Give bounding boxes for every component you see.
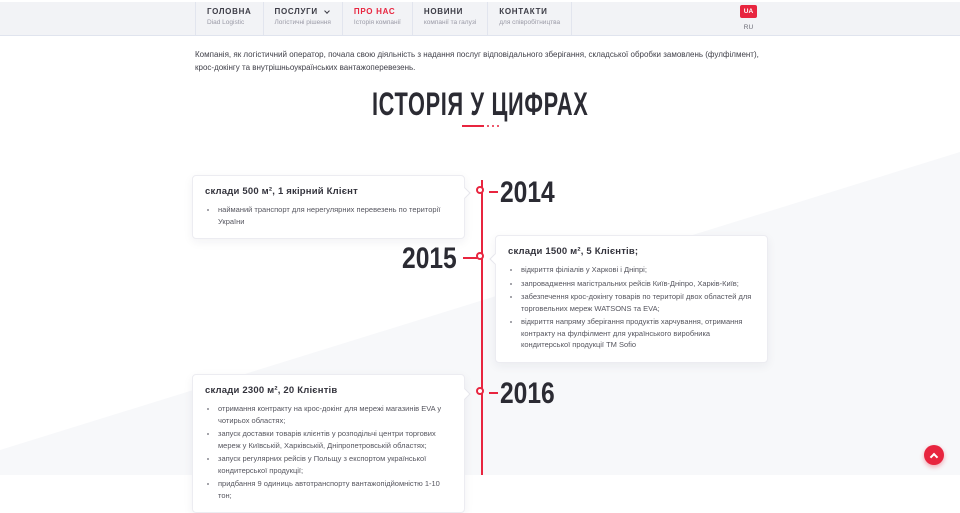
card-bullet-list (205, 403, 452, 501)
card-title: склади 2300 м², 20 Клієнтів (205, 385, 338, 396)
card-bullet: • найманий транспорт для нерегулярних перевезень по території України (218, 204, 452, 227)
card-bullet: • запуск регулярних рейсів у Польщу з експортом української кондитерської продукції; (218, 453, 452, 476)
timeline-card-2014 (192, 175, 465, 239)
card-pointer (489, 253, 500, 264)
card-bullet: • забезпечення крос-докінгу товарів по території двох областей для торговельних мереж WATSONS та EVA; (521, 291, 755, 314)
nav-item-label: ПРО НАС (353, 7, 396, 16)
chevron-up-icon (930, 452, 938, 460)
timeline-tick (489, 191, 498, 193)
nav-item-contacts[interactable] (487, 2, 572, 35)
nav-item-label: ГОЛОВНА (207, 7, 252, 16)
timeline-node (476, 186, 484, 194)
timeline-tick (463, 257, 477, 259)
card-bullet-list (508, 264, 755, 351)
nav-item-label: КОНТАКТИ (499, 7, 548, 16)
nav-item-news[interactable] (412, 2, 487, 35)
card-bullet: • придбання 9 одиниць автотранспорту вантажопідйомністю 1-10 тон; (218, 478, 452, 501)
section-title: ІСТОРІЯ У ЦИФРАХ (371, 86, 589, 122)
top-navigation-bar (0, 0, 960, 36)
nav-item-sublabel: для співробітництва (499, 19, 561, 26)
card-title: склади 1500 м², 5 Клієнтів; (508, 246, 639, 257)
nav-item-sublabel: Історія компанії (353, 19, 401, 26)
timeline-card-2015 (495, 235, 768, 363)
scroll-to-top-button[interactable] (924, 445, 944, 465)
timeline-node (476, 387, 484, 395)
language-option-ru[interactable]: RU (743, 24, 754, 31)
main-menu (195, 2, 572, 35)
nav-item-about[interactable] (342, 2, 412, 35)
card-bullet: • отримання контракту на крос-докінг для мережі магазинів EVA у чотирьох областях; (218, 403, 452, 426)
nav-item-sublabel: Diad Logistic (207, 19, 245, 26)
card-bullet: • відкриття напряму зберігання продуктів харчування, отримання контракту на фулфілмент для українського виробника кондитерської продукції TM Sofio (521, 316, 755, 351)
card-bullet-list (205, 204, 452, 227)
nav-item-label: ПОСЛУГИ (274, 7, 318, 16)
card-bullet: • запровадження магістральних рейсів Київ-Дніпро, Харків-Київ; (521, 278, 755, 290)
title-divider (0, 125, 960, 127)
nav-item-sublabel: Логістичні рішення (274, 19, 331, 26)
timeline-tick (489, 392, 498, 394)
timeline-year-2014: 2014 (500, 176, 555, 209)
timeline-card-2016 (192, 374, 465, 513)
language-current-ua[interactable]: UA (740, 5, 757, 18)
nav-item-home[interactable] (195, 2, 263, 35)
chevron-down-icon (324, 8, 330, 14)
card-pointer (459, 187, 470, 198)
card-bullet: • відкриття філіалів у Харкові і Дніпрі; (521, 264, 755, 276)
timeline-year-2016: 2016 (500, 377, 555, 410)
card-title: склади 500 м², 1 якірний Клієнт (205, 186, 358, 197)
timeline-line (481, 180, 483, 475)
nav-item-services[interactable] (263, 2, 342, 35)
timeline-node (476, 252, 484, 260)
intro-paragraph: Компанія, як логістичний оператор, почала свою діяльність з надання послуг відповідального зберігання, складської обробки замовлень (фулфілмент), крос-докінгу та внутрішньоукраїнських вантажоперевезень. (195, 50, 759, 72)
language-switcher (740, 5, 757, 31)
card-bullet: • запуск доставки товарів клієнтів у розподільчі центри торгових мереж у Київській, Харківській, Дніпропетровській областях; (218, 428, 452, 451)
nav-item-sublabel: компанії та галузі (423, 19, 477, 26)
timeline-year-2015: 2015 (402, 242, 457, 275)
nav-item-label: НОВИНИ (423, 7, 464, 16)
